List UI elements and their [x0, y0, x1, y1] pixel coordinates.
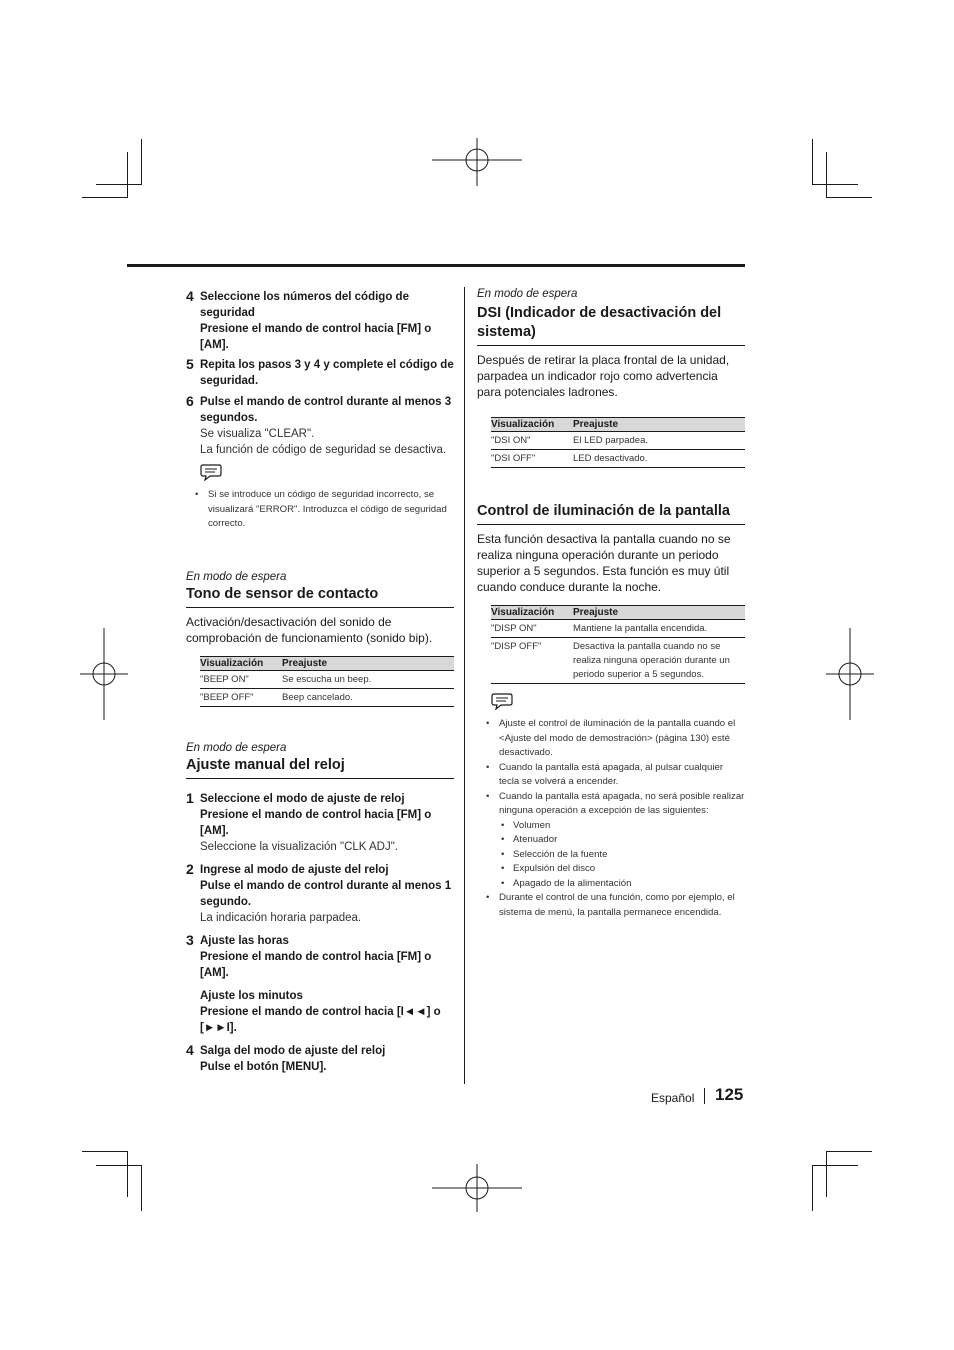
- column-divider: [464, 287, 465, 1084]
- step-action: Pulse el botón [MENU].: [200, 1060, 327, 1073]
- step-note: Se visualiza "CLEAR".: [200, 428, 315, 440]
- note-icon: [200, 463, 222, 481]
- table-row: [491, 432, 745, 450]
- note-icon-wrap: [200, 463, 454, 486]
- step-title: Ingrese al modo de ajuste del reloj: [200, 863, 389, 876]
- col-header-display: Visualización: [491, 418, 573, 432]
- step-note: La indicación horaria parpadea.: [200, 911, 362, 924]
- cell-display: "BEEP ON": [200, 670, 282, 688]
- security-step-5: [186, 357, 454, 389]
- display-description: Esta función desactiva la pantalla cuando no se realiza ninguna operación durante un periodo superior a 5 segundos. Esta función es muy útil cuando conduce durante la noche.: [477, 532, 731, 594]
- footer-separator: [704, 1088, 705, 1104]
- step-title: Pulse el mando de control durante al menos 3 segundos.: [200, 396, 452, 424]
- note-item: • Durante el control de una función, como por ejemplo, el sistema de menú, la pantalla permanece encendida.: [499, 891, 745, 920]
- step-action: Presione el mando de control hacia [FM] o [AM].: [200, 323, 432, 351]
- dsi-mode-label: En modo de espera: [477, 288, 578, 300]
- cell-preset: El LED parpadea.: [573, 432, 745, 450]
- cell-preset: Beep cancelado.: [282, 688, 454, 706]
- clock-mode-label: En modo de espera: [186, 741, 287, 754]
- step-note: Seleccione la visualización "CLK ADJ".: [200, 840, 399, 853]
- sub-note-item: • Selección de la fuente: [513, 848, 745, 863]
- cell-display: "DISP OFF": [491, 638, 573, 684]
- col-header-display: Visualización: [200, 656, 282, 670]
- step-number: 4: [186, 1041, 194, 1058]
- display-notes: [477, 717, 745, 920]
- note-item: • Ajuste el control de iluminación de la pantalla cuando el <Ajuste del modo de demostración> (página 130) esté desactivado.: [499, 717, 745, 761]
- registration-mark-top: [430, 138, 524, 186]
- left-column: [186, 287, 454, 1075]
- sub-note-item: • Atenuador: [513, 833, 745, 848]
- step-action: Pulse el mando de control durante al menos 1 segundo.: [200, 879, 452, 908]
- table-row: [491, 450, 745, 468]
- col-header-preset: Preajuste: [282, 656, 454, 670]
- cell-display: "DISP ON": [491, 620, 573, 638]
- clock-heading: Ajuste manual del reloj: [186, 756, 454, 779]
- step-title: Seleccione el modo de ajuste de reloj: [200, 792, 405, 805]
- step-note: La función de código de seguridad se desactiva.: [200, 444, 447, 456]
- sub-notes: [499, 819, 745, 892]
- cell-display: "DSI OFF": [491, 450, 573, 468]
- step-title: Repita los pasos 3 y 4 y complete el código de seguridad.: [200, 359, 454, 387]
- table-row: [200, 670, 454, 688]
- step-subtitle: Ajuste los minutos: [200, 989, 303, 1002]
- step-number: 1: [186, 789, 194, 806]
- col-header-preset: Preajuste: [573, 418, 745, 432]
- tone-heading: Tono de sensor de contacto: [186, 585, 454, 608]
- step-subaction: Presione el mando de control hacia [I◄◄] o [►►I].: [200, 1005, 441, 1034]
- dsi-heading: DSI (Indicador de desactivación del sistema): [477, 304, 745, 346]
- cell-preset: Mantiene la pantalla encendida.: [573, 620, 745, 638]
- step-action: Presione el mando de control hacia [FM] o [AM].: [200, 950, 432, 979]
- step-action: Presione el mando de control hacia [FM] o [AM].: [200, 808, 432, 837]
- cell-preset: LED desactivado.: [573, 450, 745, 468]
- note-icon-wrap: [491, 692, 745, 715]
- sub-note-item: • Expulsión del disco: [513, 862, 745, 877]
- tone-preset-table: [200, 656, 454, 707]
- dsi-description: Después de retirar la placa frontal de la unidad, parpadea un indicador rojo como advertencia para potenciales ladrones.: [477, 353, 730, 399]
- registration-mark-bottom: [430, 1164, 524, 1212]
- sub-note-item: • Apagado de la alimentación: [513, 877, 745, 892]
- step-number: 6: [186, 393, 194, 409]
- col-header-display: Visualización: [491, 606, 573, 620]
- col-header-preset: Preajuste: [573, 606, 745, 620]
- dsi-preset-table: [491, 417, 745, 468]
- clock-step-4: [186, 1043, 454, 1075]
- step-title: Salga del modo de ajuste del reloj: [200, 1044, 386, 1057]
- right-column: [477, 287, 745, 920]
- note-icon: [491, 692, 513, 710]
- display-heading: Control de iluminación de la pantalla: [477, 502, 745, 525]
- step-number: 5: [186, 356, 194, 372]
- step-title: Ajuste las horas: [200, 934, 289, 947]
- sub-note-item: • Volumen: [513, 819, 745, 834]
- note-item-text: Cuando la pantalla está apagada, no será posible realizar ninguna operación a excepción de las siguientes:: [499, 790, 745, 816]
- note-item: [499, 790, 745, 892]
- security-step-4: [186, 289, 454, 353]
- cell-display: "DSI ON": [491, 432, 573, 450]
- step-number: 2: [186, 860, 194, 877]
- cell-preset: Se escucha un beep.: [282, 670, 454, 688]
- page-number: 125: [715, 1085, 744, 1104]
- clock-step-1: [186, 791, 454, 855]
- tone-description: Activación/desactivación del sonido de comprobación de funcionamiento (sonido bip).: [186, 614, 433, 645]
- table-row: [491, 638, 745, 684]
- cell-preset: Desactiva la pantalla cuando no se realiza ninguna operación durante un periodo superior a 5 segundos.: [573, 638, 745, 684]
- clock-step-3: [186, 933, 454, 1036]
- top-rule: [127, 264, 745, 267]
- registration-mark-left: [80, 628, 128, 720]
- tone-mode-label: En modo de espera: [186, 570, 287, 583]
- cell-display: "BEEP OFF": [200, 688, 282, 706]
- security-step-6: [186, 394, 454, 458]
- table-row: [200, 688, 454, 706]
- clock-step-2: [186, 862, 454, 926]
- note-item: • Si se introduce un código de seguridad incorrecto, se visualizará "ERROR". Introduzca el código de seguridad correcto.: [208, 488, 454, 532]
- security-notes: [186, 488, 454, 532]
- display-preset-table: [491, 605, 745, 684]
- step-title: Seleccione los números del código de seguridad: [200, 291, 409, 319]
- step-number: 4: [186, 288, 194, 304]
- table-row: [491, 620, 745, 638]
- note-item: • Cuando la pantalla está apagada, al pulsar cualquier tecla se volverá a encender.: [499, 761, 745, 790]
- step-number: 3: [186, 931, 194, 948]
- registration-mark-right: [826, 628, 874, 720]
- footer-language: Español: [651, 1091, 695, 1105]
